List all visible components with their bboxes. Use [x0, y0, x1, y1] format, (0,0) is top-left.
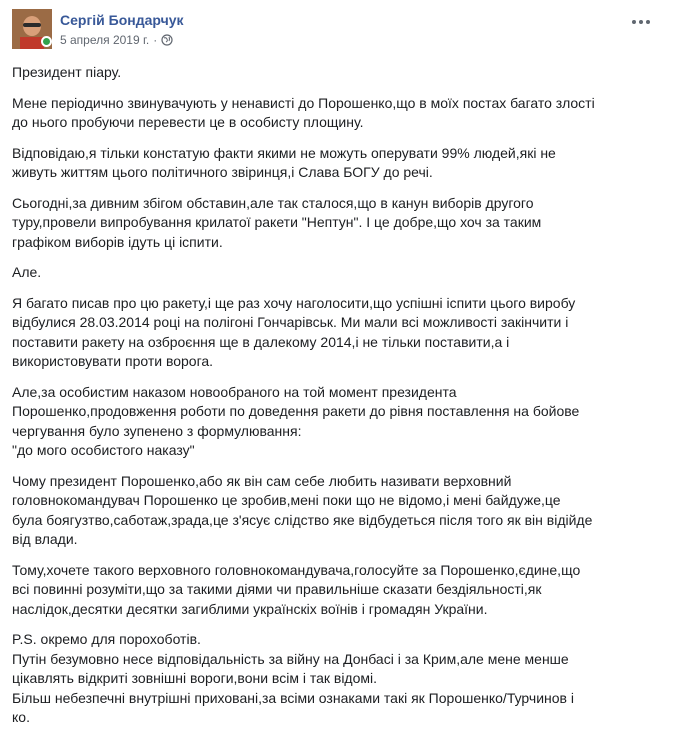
post-subline	[60, 32, 184, 48]
post-text-line: Але,за особистим наказом новообраного на той момент президента	[12, 383, 457, 400]
post-text-line: "до мого особистого наказу"	[12, 442, 195, 458]
post-paragraph	[12, 472, 666, 550]
post-text-line: головнокомандувач Порошенко це зробив,мені поки що не відомо,і мені байдуже,це	[12, 492, 561, 508]
post-text-line: Президент піару.	[12, 64, 122, 80]
post-text-line: цікавлять відкриті зовнішні вороги,вони всім і так відомі.	[12, 670, 378, 686]
post-text-line: Мене періодично звинувачують у ненависті до Порошенко,що в моїх постах багато злості	[12, 94, 595, 111]
post-paragraph	[12, 383, 666, 461]
post-text-line: ко.	[12, 709, 30, 725]
post-text-line: чергування було зупенено з формулювання:	[12, 422, 302, 439]
author-avatar-wrap[interactable]	[12, 9, 52, 49]
post-text-line: поставити ракету на озброєння ще в далекому 2014,і не тільки поставити,а і	[12, 333, 510, 350]
post-text-line: живуть життям цього політичного звіринця,і Слава БОГУ до речі.	[12, 164, 433, 180]
post-text-line: P.S. окремо для порохоботів.	[12, 631, 201, 647]
post-paragraph	[12, 194, 666, 253]
post-text-line: всі повинні розуміти,що за такими діями чи правильніше сказати бездіяльності,як	[12, 581, 542, 597]
post-paragraph	[12, 561, 666, 620]
online-status-dot	[41, 36, 52, 47]
post-text-line: Путін безумовно несе відповідальність за війну на Донбасі і за Крим,але мене менше	[12, 650, 569, 667]
post-text-line: від влади.	[12, 531, 78, 547]
separator-dot: ·	[153, 33, 158, 47]
author-name[interactable]: Сергій Бондарчук	[60, 12, 184, 28]
more-horizontal-icon[interactable]	[630, 15, 652, 27]
post-text-line: Я багато писав про цю ракету,і ще раз хочу наголосити,що успішні іспити цього виробу	[12, 294, 576, 311]
post-text-line: Порошенко,продовження роботи по доведення ракети до рівня поставлення на бойове	[12, 403, 580, 419]
globe-icon[interactable]	[161, 34, 173, 46]
post-text-line: використовувати проти ворога.	[12, 353, 214, 369]
post-text-line: була боягузтво,саботаж,зрада,це з'ясує слідство яке відбудеться після того як він відійде	[12, 511, 593, 528]
post-text-line: туру,провели випробування крилатої ракети "Нептун". І це добре,що хоч за таким	[12, 214, 542, 230]
post-text-line: Більш небезпечні внутрішні приховані,за всіми ознаками такі як Порошенко/Турчинов і	[12, 689, 574, 706]
post-paragraph	[12, 263, 666, 283]
post-header	[12, 9, 184, 49]
post-text-line: відбулися 28.03.2014 році на полігоні Гончарівськ. Ми мали всі можливості закінчити і	[12, 314, 569, 330]
post-paragraph	[12, 294, 666, 372]
post-meta	[60, 9, 184, 48]
post-date[interactable]: 5 апреля 2019 г.	[60, 33, 150, 47]
post-text-line: Сьогодні,за дивним збігом обставин,але так сталося,що в канун виборів другого	[12, 194, 534, 211]
post-text-line: Чому президент Порошенко,або як він сам себе любить називати верховний	[12, 472, 512, 489]
post-text-line: графіком виборів ідуть ці іспити.	[12, 233, 223, 250]
post-paragraph	[12, 630, 666, 728]
post-text-line: Але.	[12, 264, 42, 280]
post-text-line: наслідок,десятки десятки загиблими українскіх воїнів і громадян України.	[12, 600, 488, 617]
post-paragraph	[12, 94, 666, 133]
post-body	[12, 63, 666, 739]
post-text-line: Тому,хочете такого верховного головнокомандувача,голосуйте за Порошенко,єдине,що	[12, 561, 581, 578]
post-text-line: до нього пробуючи перевести це в особисту площину.	[12, 114, 364, 130]
post-paragraph	[12, 144, 666, 183]
post-paragraph	[12, 63, 666, 83]
post-text-line: Відповідаю,я тільки констатую факти якими не можуть оперувати 99% людей,які не	[12, 144, 556, 161]
